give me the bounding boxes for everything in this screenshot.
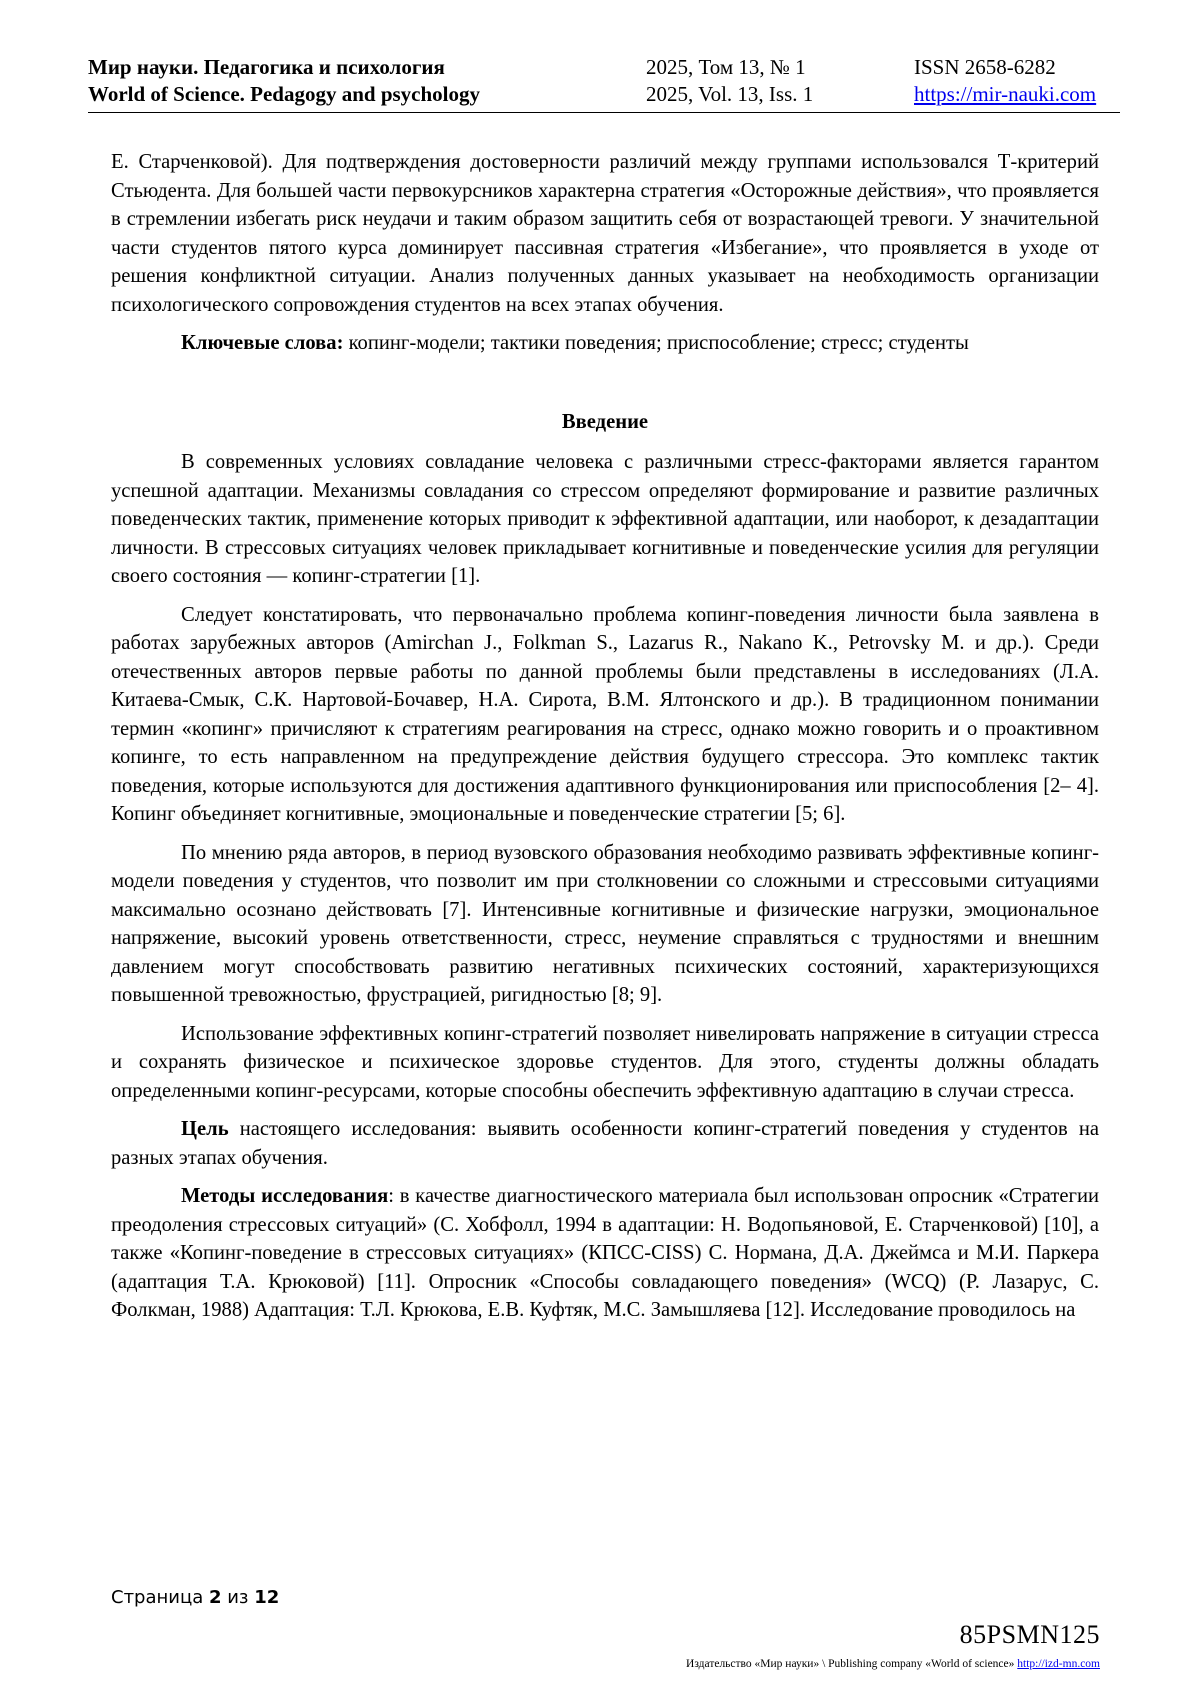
paragraph: В современных условиях совладание человека с различными стресс-факторами является гарантом успешной адаптации. Механизмы совладания со стрессом определяют формирование и развитие различных поведенческих тактик, применение которых приводит к эффективной адаптации, или наоборот, к дезадаптации личности. В стрессовых ситуациях человек прикладывает когнитивные и поведенческие усилия для регуляции своего состояния — копинг-стратегии [1]. [111,451,1099,587]
journal-title-ru: Мир науки. Педагогика и психология [88,55,445,79]
goal-paragraph [111,1115,1099,1172]
article-code: 85PSMN125 [959,1620,1100,1649]
keywords-text: копинг-модели; тактики поведения; приспособление; стресс; студенты [343,332,969,354]
abstract-tail: Е. Старченковой). Для подтверждения достоверности различий между группами использовался Т-критерий Стьюдента. Для большей части первокурсников характерна стратегия «Осторожные действия», что проявляется в стремлении избегать риск неудачи и таким образом защитить себя от возрастающей тревоги. У значительной части студентов пятого курса доминирует пассивная стратегия «Избегание», что проявляется в уходе от решения конфликтной ситуации. Анализ полученных данных указывает на необходимость организации психологического сопровождения студентов на всех этапах обучения. [111,151,1099,316]
paragraph: По мнению ряда авторов, в период вузовского образования необходимо развивать эффективные копинг-модели поведения у студентов, что позволит им при столкновении со сложными и стрессовыми ситуациями максимально осознано действовать [7]. Интенсивные когнитивные и физические нагрузки, эмоциональное напряжение, высокий уровень ответственности, стресс, неумение справляться с трудностями и внешним давлением могут способствовать развитию негативных психических состояний, характеризующихся повышенной тревожностью, фрустрацией, ригидностью [8; 9]. [111,841,1099,1006]
paragraph: Использование эффективных копинг-стратегий позволяет нивелировать напряжение в ситуации стресса и сохранять физическое и психическое здоровье студентов. Для этого, студенты должны обладать определенными копинг-ресурсами, которые способны обеспечить эффективную адаптацию в случаи стресса. [111,1022,1099,1102]
publisher-line [686,1658,1100,1670]
page-total: 12 [254,1587,280,1608]
issue-en: 2025, Vol. 13, Iss. 1 [646,82,814,106]
methods-paragraph [111,1182,1099,1325]
keywords-label: Ключевые слова: [181,332,344,354]
methods-label: Методы исследования [181,1185,389,1207]
header-divider [88,112,1120,113]
journal-title-en: World of Science. Pedagogy and psychology [88,82,481,106]
page-number [111,1587,279,1608]
methods-text: : в качестве диагностического материала был использован опросник «Стратегии преодоления стрессовых ситуаций» (С. Хобфолл, 1994 в адаптации: Н. Водопьяновой, Е. Старченковой) [10], а также «Копинг-поведение в стрессовых ситуациях» (КПСС-CISS) С. Нормана, Д.А. Джеймса и М.И. Паркера (адаптация Т.А. Крюковой) [11]. Опросник «Способы совладающего поведения» (WCQ) (Р. Лазарус, С. Фолкман, 1988) Адаптация: Т.Л. Крюкова, Е.В. Куфтяк, М.С. Замышляева [12]. Исследование проводилось на [111,1185,1100,1321]
article-body [111,148,1099,1335]
goal-text: настоящего исследования: выявить особенности копинг-стратегий поведения у студентов на разных этапах обучения. [111,1118,1099,1169]
issn: ISSN 2658-6282 [914,55,1056,79]
journal-header [88,54,1120,108]
page-current: 2 [208,1587,222,1608]
section-title: Введение [561,410,649,433]
publisher-link[interactable]: http://izd-mn.com [1017,1658,1100,1670]
goal-label: Цель [181,1118,229,1140]
page-mid: из [221,1587,255,1608]
journal-url-link[interactable]: https://mir-nauki.com [914,82,1097,106]
issue-ru: 2025, Том 13, № 1 [646,55,806,79]
publisher-text: Издательство «Мир науки» \ Publishing company «World of science» [686,1658,1018,1670]
keywords [111,329,1099,358]
paragraph: Следует констатировать, что первоначально проблема копинг-поведения личности была заявлена в работах зарубежных авторов (Amirchan J., Folkman S., Lazarus R., Nakano K., Petrovsky M. и др.). Среди отечественных авторов первые работы по данной проблемы были представлены в исследованиях (Л.А. Китаева-Смык, С.К. Нартовой-Бочавер, Н.А. Сирота, В.М. Ялтонского и др.). В традиционном понимании термин «копинг» причисляют к стратегиям реагирования на стресс, однако можно говорить и о проактивном копинге, то есть направленном на предупреждение действия будущего стрессора. Это комплекс тактик поведения, которые используются для достижения адаптивного функционирования или приспособления [2– 4]. Копинг объединяет когнитивные, эмоциональные и поведенческие стратегии [5; 6]. [111,603,1099,825]
page-prefix: Страница [111,1587,209,1608]
